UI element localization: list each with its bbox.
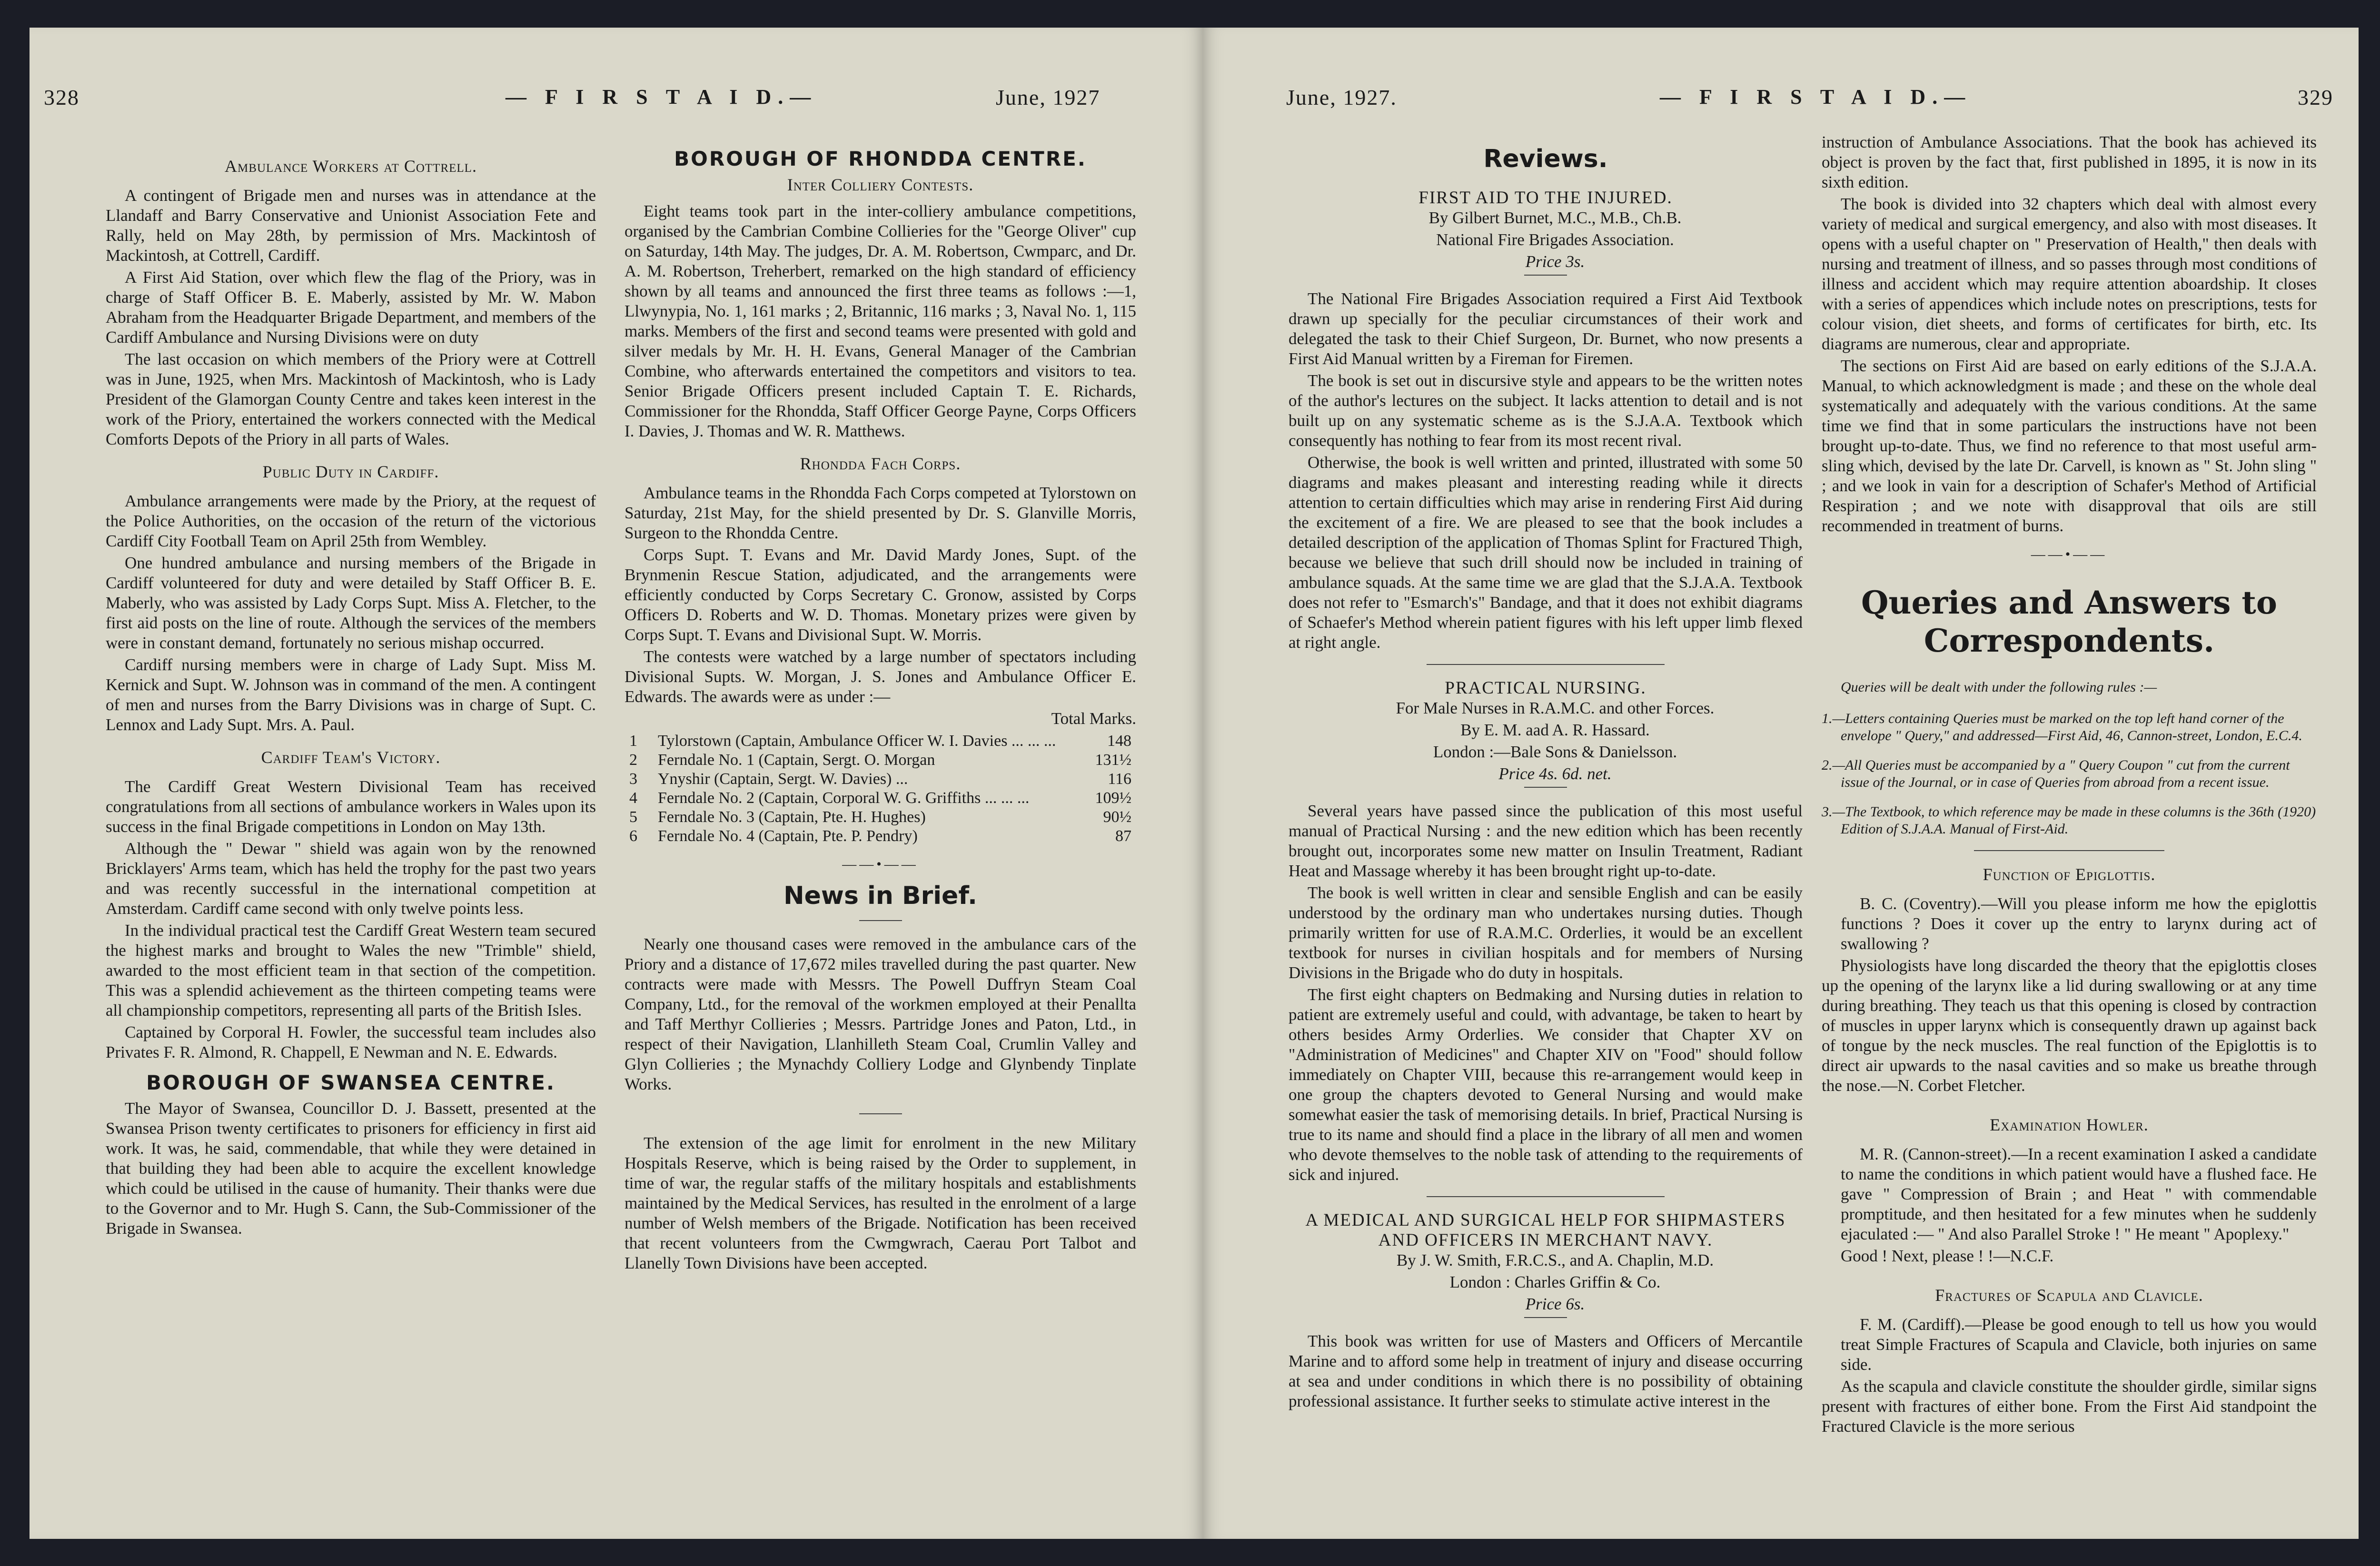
rule-divider [859, 920, 902, 921]
result-rank: 4 [629, 789, 637, 807]
result-rank: 6 [629, 827, 637, 845]
rule-divider [1524, 275, 1567, 276]
news-heading: News in Brief. [783, 882, 977, 910]
running-title: — F I R S T A I D.— [1660, 85, 1972, 109]
paragraph: Cardiff nursing members were in charge of Lady Supt. Miss M. Kernick and Supt. W. Johnson was in command of the men. A contingent of men and nurses from the Barry Divisions was in charge of Supt. C. Lennox and Lady Supt. Mrs. A. Paul. [106, 655, 596, 734]
answer-text: Good ! Next, please ! !—N.C.F. [1841, 1247, 2054, 1265]
rule-item: 2.—All Queries must be accompanied by a " Query Coupon " cut from the current issue of the Journal, or in case of Queries from abroad from a recent issue. [1822, 757, 2290, 790]
result-marks: 116 [1108, 770, 1131, 788]
rule-divider [1524, 1317, 1567, 1318]
paragraph: The first eight chapters on Bedmaking and Nursing duties in relation to patient are extremely useful and could, with advantage, be taken to heart by others besides Army Orderlies. We consider that Chapter XV on "Administration of Medicines" and Chapter XIV on "Food" should follow immediately on Chapter VIII, because this re-arrangement would keep in one group the chapters devoted to General Nursing and would make somewhat easier the task of memorising details. In brief, Practical Nursing is true to its name and should find a place in the library of all men and women who devote themselves to the noble task of attending to the requirements of sick and injured. [1289, 985, 1803, 1184]
paragraph: The Cardiff Great Western Divisional Team has received congratulations from all sections of ambulance workers in Wales upon its success in the final Brigade competitions in London on May 13th. [106, 777, 596, 836]
page-number: 329 [2298, 85, 2333, 109]
rule-divider [1427, 1196, 1665, 1197]
book-author: By J. W. Smith, F.R.C.S., and A. Chaplin, M.D. [1396, 1251, 1714, 1269]
paragraph: The extension of the age limit for enrolment in the new Military Hospitals Reserve, which is being raised by the Order to supplement, in time of war, the regular staffs of the military hospitals and establishments maintained by the Medical Services, has resulted in the enrolment of a large number of Welsh members of the Brigade. Notification has been received that recent volunteers from the Cwmgwrach, Caerau Port Talbot and Llanelly Town Divisions have been accepted. [625, 1134, 1136, 1272]
result-rank: 2 [629, 751, 637, 769]
result-team: Ferndale No. 3 (Captain, Pte. H. Hughes) [658, 808, 926, 826]
paragraph: Otherwise, the book is well written and printed, illustrated with some 50 diagrams and makes pleasant and interesting reading while it directs attention to certain difficulties which may arise in rendering First Aid during the excitement of a fire. We are pleased to see that the book includes a detailed description of the application of Thomas Splint for Fractured Thigh, because we believe that such drill should now be included in training of ambulance squads. At the same time we are glad that the S.J.A.A. Textbook does not refer to "Esmarch's" Bandage, and that it does not exhibit diagrams of Schaefer's Method wherein patient figures with his left upper limb flexed at right angle. [1289, 453, 1803, 652]
paragraph: The book is set out in discursive style and appears to be the written notes of the author's lectures on the subject. It lacks attention to detail and is not built up on any systematic scheme as is the S.J.A.A. Textbook which consequently has nothing to fear from its most recent rival. [1289, 371, 1803, 450]
query-text: M. R. (Cannon-street).—In a recent examination I asked a candidate to name the conditions in which patient would have a flushed face. He gave " Compression of Brain ; and Heat " with commendable promptitude, and then hesitated for a few minutes when he suddenly ejaculated :— " And also Parallel Stroke ! " He meant " Apoplexy." [1841, 1145, 2317, 1243]
result-rank: 5 [629, 808, 637, 826]
result-marks: 109½ [1095, 789, 1131, 807]
rule-divider [1974, 850, 2164, 851]
right-column-2 [1822, 132, 2317, 1438]
paragraph: A First Aid Station, over which flew the flag of the Priory, was in charge of Staff Officer B. E. Maberly, assisted by Mr. W. Mabon Abraham from the Headquarter Brigade Department, and members of the Cardiff Ambulance and Nursing Divisions were on duty [106, 268, 596, 347]
page-number: 328 [44, 85, 79, 109]
result-team: Ferndale No. 4 (Captain, Pte. P. Pendry) [658, 827, 918, 845]
paragraph: Eight teams took part in the inter-colliery ambulance competitions, organised by the Cambrian Combine Collieries for the "George Oliver" cup on Saturday, 14th May. The judges, Dr. A. M. Robertson, Cwmparc, and Dr. A. M. Robertson, Treherbert, remarked on the high standard of efficiency shown by all teams and announced the first three teams as follows :—1, Llwynypia, No. 1, 161 marks ; 2, Britannic, 116 marks ; 3, Naval No. 1, 115 marks. Members of the first and second teams were presented with gold and silver medals by Mr. H. H. Evans, General Manager of the Cambrian Combine, who afterwards entertained the competitors and visitors to tea. Senior Brigade Officers present included Captain T. E. Richards, Commissioner for the Rhondda, Staff Officer George Payne, Corps Officers I. Davies, J. Thomas and W. R. Matthews. [625, 202, 1136, 440]
rule-divider [859, 1113, 902, 1114]
reviews-heading: Reviews. [1483, 145, 1608, 173]
result-team: Ferndale No. 2 (Captain, Corporal W. G. Griffiths ... ... ... [658, 789, 1030, 807]
paragraph: instruction of Ambulance Associations. That the book has achieved its object is proven by the fact that, first published in 1895, it is now in its sixth edition. [1822, 133, 2317, 191]
paragraph: One hundred ambulance and nursing members of the Brigade in Cardiff volunteered for duty and were detailed by Staff Officer B. E. Maberly, who was assisted by Lady Corps Supt. Miss A. Fletcher, to the first aid posts on the line of route. Although the services of the members were in constant demand, fortunately no serious mishap occurred. [106, 554, 596, 652]
ornament-divider: ——•—— [842, 856, 919, 872]
query-rules [1822, 679, 2317, 838]
paragraph: This book was written for use of Masters and Officers of Mercantile Marine and to afford some help in treatment of injury and disease occurring at sea and under conditions in which there is no possibility of obtaining professional assistance. It further seeks to stimulate active interest in the [1289, 1332, 1803, 1410]
result-row [625, 789, 1136, 808]
section-subtitle: Inter Colliery Contests. [787, 175, 974, 194]
result-rank: 1 [629, 732, 637, 750]
query-title: Examination Howler. [1990, 1115, 2149, 1134]
paragraph: The last occasion on which members of the Priory were at Cottrell was in June, 1925, when Mrs. Mackintosh of Mackintosh, who is Lady President of the Glamorgan County Centre and takes keen interest in the work of the Priory, entertained the workers connected with the Medical Comforts Depots of the Priory in all parts of Wales. [106, 350, 596, 448]
paragraph: Corps Supt. T. Evans and Mr. David Mardy Jones, Supt. of the Brynmenin Rescue Station, adjudicated, and the arrangements were efficiently conducted by Corps Secretary C. Gronow, assisted by Corps Officers D. Roberts and W. D. Thomas. Monetary prizes were given by Corps Supt. T. Evans and Divisional Supt. W. Morris. [625, 545, 1136, 644]
book-title: FIRST AID TO THE INJURED. [1418, 188, 1673, 208]
results-table [625, 732, 1136, 846]
result-marks: 90½ [1103, 808, 1131, 826]
query-title: Function of Epiglottis. [1983, 865, 2156, 884]
running-title: — F I R S T A I D.— [506, 85, 818, 109]
result-row [625, 770, 1136, 789]
book-title: A MEDICAL AND SURGICAL HELP FOR SHIPMASTERS AND OFFICERS IN MERCHANT NAVY. [1305, 1210, 1786, 1250]
left-page [30, 28, 1203, 1539]
book-subtitle: For Male Nurses in R.A.M.C. and other Forces. [1396, 699, 1715, 717]
book-publisher: London : Charles Griffin & Co. [1449, 1273, 1661, 1291]
section-title: Public Duty in Cardiff. [262, 462, 439, 481]
section-heading: BOROUGH OF RHONDDA CENTRE. [674, 147, 1087, 170]
paragraph: A contingent of Brigade men and nurses was in attendance at the Llandaff and Barry Conservative and Unionist Association Fete and Rally, held on May 28th, by permission of Mrs. Mackintosh of Mackintosh, at Cottrell, Cardiff. [106, 186, 596, 265]
rule-divider [1524, 787, 1567, 788]
result-team: Ferndale No. 1 (Captain, Sergt. O. Morgan [658, 751, 935, 769]
rules-intro: Queries will be dealt with under the following rules :— [1841, 679, 2157, 695]
section-title: Cardiff Team's Victory. [261, 748, 441, 767]
query-text: B. C. (Coventry).—Will you please inform me how the epiglottis functions ? Does it cover up the entry to larynx during act of swallowing ? [1841, 894, 2317, 953]
result-row [625, 808, 1136, 827]
section-heading: BOROUGH OF SWANSEA CENTRE. [146, 1071, 555, 1094]
paragraph: The contests were watched by a large number of spectators including Divisional Supts. W. Morgan, J. S. Jones and Ambulance Officer E. Edwards. The awards were as under :— [625, 647, 1136, 706]
book-price: Price 4s. 6d. net. [1498, 764, 1612, 783]
answer-text: As the scapula and clavicle constitute the shoulder girdle, similar signs present with fractures of either bone. From the First Aid standpoint the Fractured Clavicle is the more serious [1822, 1377, 2317, 1436]
paragraph: The book is divided into 32 chapters which deal with almost every variety of medical and surgical emergency, and also with most diseases. It opens with a useful chapter on " Preservation of Health," then deals with nursing and treatment of illness, and so passes through most conditions of illness and accident which may require attention aboardship. It closes with a series of appendices which include notes on prescriptions, tests for colour vision, diet sheets, and forms of certificates for birth, etc. Its diagrams are numerous, clear and appropriate. [1822, 195, 2317, 353]
right-page [1203, 28, 2359, 1539]
queries-heading-line-2: Correspondents. [1924, 622, 2215, 659]
paragraph: Ambulance arrangements were made by the Priory, at the request of the Police Authorities, on the occasion of the return of the victorious Cardiff City Football Team on April 25th from Wembley. [106, 492, 596, 550]
result-marks: 131½ [1095, 751, 1131, 769]
book-title: PRACTICAL NURSING. [1445, 678, 1646, 698]
rule-item: 1.—Letters containing Queries must be marked on the top left hand corner of the envelope " Query," and addressed—First Aid, 46, Cannon-street, London, E.C.4. [1822, 711, 2302, 743]
rule-divider [1427, 664, 1665, 665]
book-author: By E. M. aad A. R. Hassard. [1460, 721, 1650, 739]
result-rank: 3 [629, 770, 637, 788]
paragraph: Ambulance teams in the Rhondda Fach Corps competed at Tylorstown on Saturday, 21st May, for the shield presented by Dr. S. Glanville Morris, Surgeon to the Rhondda Centre. [625, 484, 1136, 542]
book-publisher: National Fire Brigades Association. [1436, 230, 1674, 249]
queries-heading-line-1: Queries and Answers to [1861, 584, 2277, 621]
left-column-1 [106, 156, 596, 1240]
rule-item: 3.—The Textbook, to which reference may be made in these columns is the 36th (1920) Edition of S.J.A.A. Manual of First-Aid. [1822, 804, 2316, 837]
book-author: By Gilbert Burnet, M.C., M.B., Ch.B. [1428, 208, 1682, 227]
result-marks: 87 [1115, 827, 1131, 845]
result-row [625, 751, 1136, 770]
ornament-divider: ——•—— [2031, 546, 2108, 562]
queries-heading [1822, 584, 2317, 660]
paragraph: In the individual practical test the Cardiff Great Western team secured the highest marks and brought to Wales the new "Trimble" shield, awarded to the most efficient team in that section of the competition. This was a splendid achievement as the thirteen competing teams were all championship competitors, representing all parts of the British Isles. [106, 921, 596, 1020]
left-column-2 [625, 149, 1136, 1275]
issue-date: June, 1927. [1286, 85, 1397, 109]
section-title: Rhondda Fach Corps. [800, 454, 961, 473]
paragraph: The sections on First Aid are based on early editions of the S.J.A.A. Manual, to which acknowledgment is made ; and these on the whole deal systematically and adequately with the various conditions. At the same time we find that in some particulars the instructions have not been brought up-to-date. Thus, we find no reference to that most useful arm-sling which, devised by the late Dr. Carvell, is known as " St. John sling " ; and we look in vain for a description of Schafer's Method of Artificial Respiration ; and we note with disapproval that oils are still recommended in treatment of burns. [1822, 357, 2317, 535]
paragraph: Although the " Dewar " shield was again won by the renowned Bricklayers' Arms team, which has held the trophy for the past two years and was recently successful in the international competition at Amsterdam. Cardiff came second with only twelve points less. [106, 839, 596, 918]
result-team: Ynyshir (Captain, Sergt. W. Davies) ... [658, 770, 908, 788]
query-text: F. M. (Cardiff).—Please be good enough to tell us how you would treat Simple Fractures of Scapula and Clavicle, both injuries on same side. [1841, 1315, 2317, 1374]
result-row [625, 827, 1136, 846]
paragraph: The National Fire Brigades Association required a First Aid Textbook drawn up specially for the peculiar circumstances of their work and delegated the task to their Chief Surgeon, Dr. Burnet, who now presents a First Aid Manual written by a Fireman for Firemen. [1289, 289, 1803, 368]
book-price: Price 6s. [1525, 1295, 1585, 1313]
result-team: Tylorstown (Captain, Ambulance Officer W. I. Davies ... ... ... [658, 732, 1056, 750]
paragraph: The book is well written in clear and sensible English and can be easily understood by the ordinary man who undertakes nursing duties. Though primarily written for use of R.A.M.C. Orderlies, it would be an excellent textbook for nurses in civilian hospitals and for members of Nursing Divisions in the Brigade who do duty in hospitals. [1289, 883, 1803, 982]
result-marks: 148 [1107, 732, 1131, 750]
right-column-1 [1289, 145, 1803, 1413]
paragraph: Several years have passed since the publication of this most useful manual of Practical Nursing : and the new edition which has been recently brought out, incorporates some new matter on Insulin Treatment, Radiant Heat and Massage whereby it has been brought right up-to-date. [1289, 802, 1803, 880]
paragraph: Nearly one thousand cases were removed in the ambulance cars of the Priory and a distance of 17,672 miles travelled during the past quarter. New contracts were made with Messrs. The Powell Duffryn Steam Coal Company, Ltd., for the removal of the workmen employed at their Penallta and Taff Merthyr Collieries ; Messrs. Partridge Jones and Paton, Ltd., in respect of their Navigation, Llanhilleth Steam Coal, Crumlin Valley and Glyn Collieries ; the Mynachdy Colliery Lodge and Glynbendy Tinplate Works. [625, 935, 1136, 1093]
paragraph: The Mayor of Swansea, Councillor D. J. Bassett, presented at the Swansea Prison twenty certificates to prisoners for efficiency in first aid work. It was, he said, commendable, that while they were detained in that building they had been able to acquire the excellent knowledge which could be utilised in the cause of humanity. Their thanks were due to the Governor and to Mr. Hugh S. Cann, the Sub-Commissioner of the Brigade in Swansea. [106, 1099, 596, 1238]
query-title: Fractures of Scapula and Clavicle. [1935, 1286, 2203, 1305]
paragraph: Captained by Corporal H. Fowler, the successful team includes also Privates F. R. Almond, R. Chappell, E Newman and N. E. Edwards. [106, 1023, 596, 1061]
result-row [625, 732, 1136, 751]
book-publisher: London :—Bale Sons & Danielsson. [1433, 743, 1677, 761]
book-price: Price 3s. [1525, 252, 1585, 271]
section-title: Ambulance Workers at Cottrell. [225, 157, 477, 176]
table-header: Total Marks. [1051, 709, 1136, 728]
answer-text: Physiologists have long discarded the theory that the epiglottis closes up the opening of the larynx like a lid during swallowing or at any time during breathing. They teach us that this opening is closed by contraction of muscles in upper larynx which is consequently drawn up against back of tongue by the neck muscles. The real function of the Epiglottis is to direct air upwards to the nasal cavities and so make us breathe through the nose.—N. Corbet Fletcher. [1822, 956, 2317, 1095]
issue-date: June, 1927 [996, 85, 1101, 109]
